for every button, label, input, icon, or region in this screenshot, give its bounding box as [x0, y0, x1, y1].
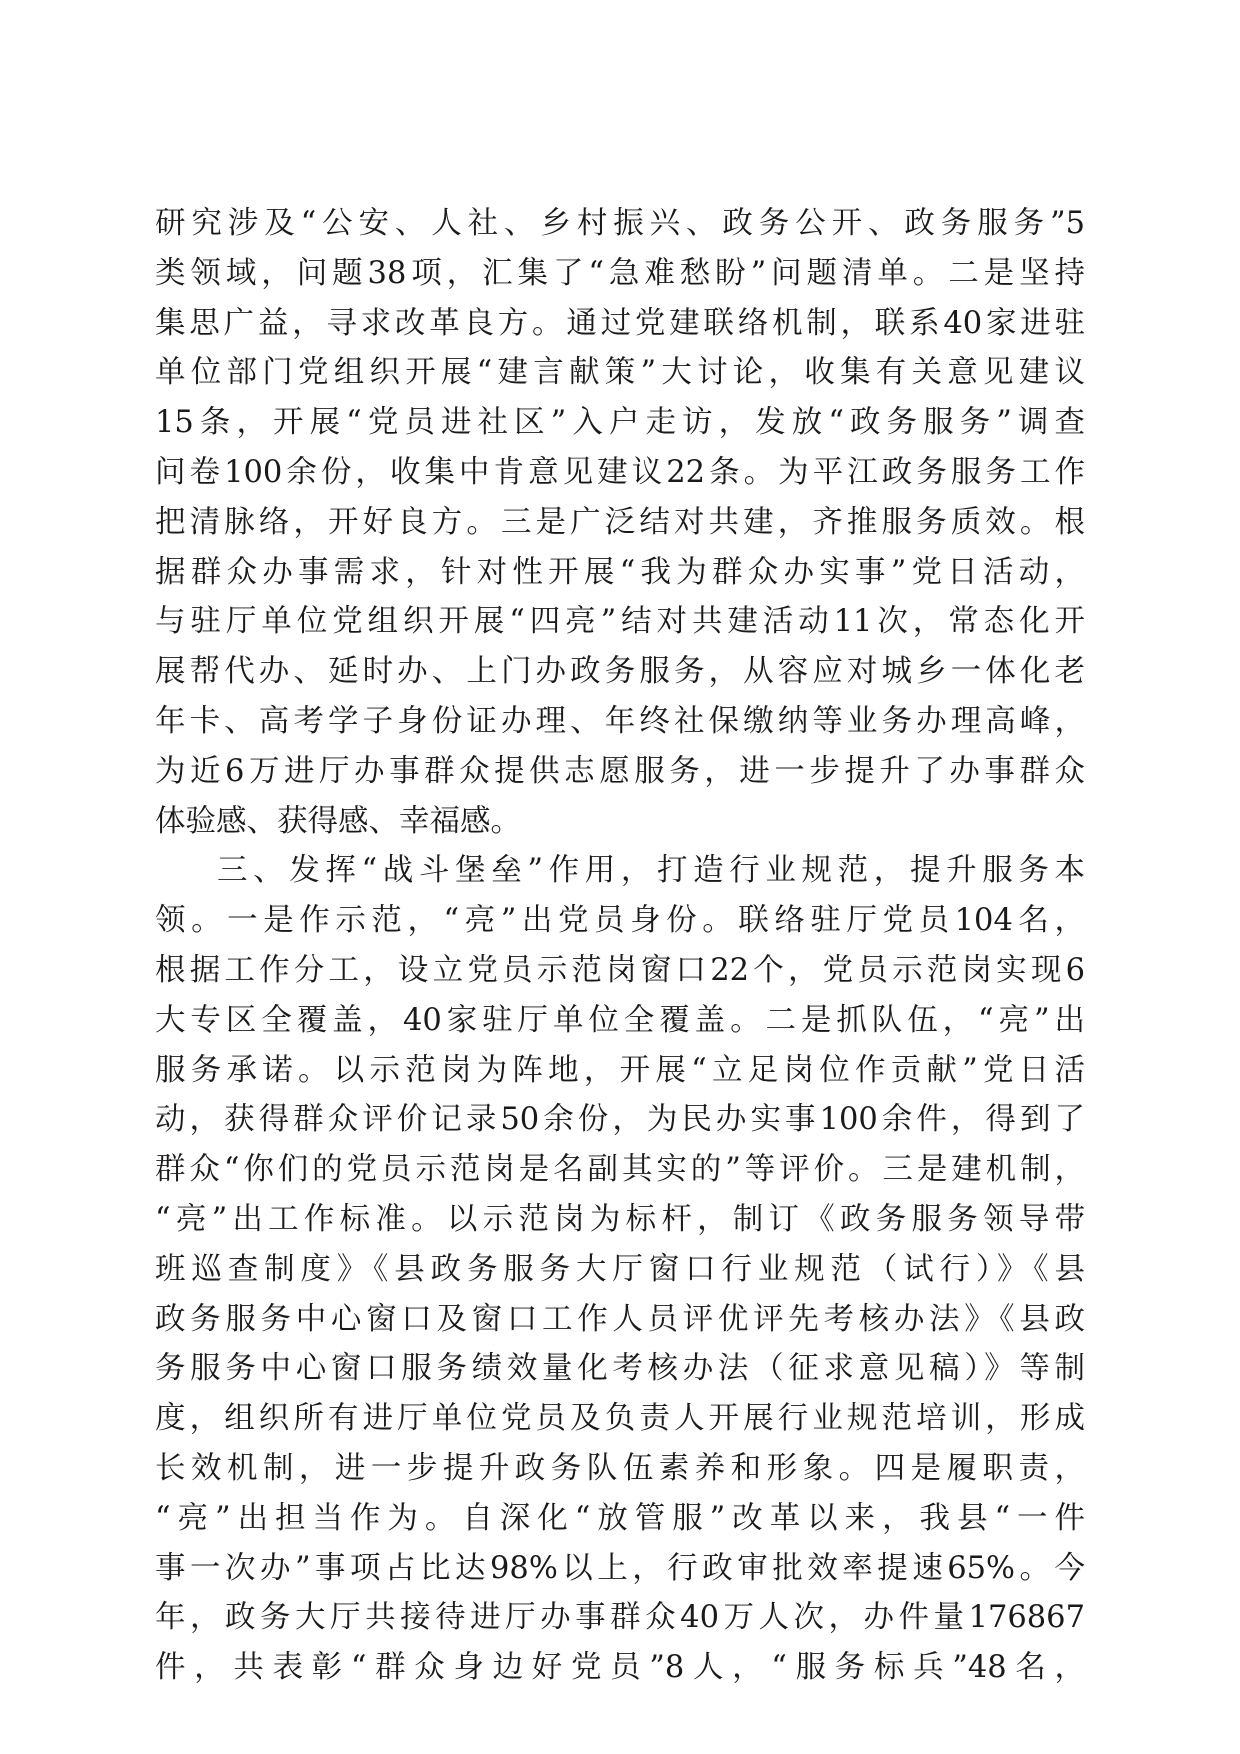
text-line: 据群众办事需求，针对性开展“我为群众办实事”党日活动，: [155, 554, 1085, 590]
text-line: 长效机制，进一步提升政务队伍素养和形象。四是履职责，: [155, 1450, 1085, 1486]
text-line: 问卷100余份，收集中肯意见建议22条。为平江政务服务工作: [155, 454, 1085, 490]
text-line: 年卡、高考学子身份证办理、年终社保缴纳等业务办理高峰，: [155, 703, 1085, 739]
body-text: [155, 199, 1085, 1693]
text-line: 群众“你们的党员示范岗是名副其实的”等评价。三是建机制，: [155, 1152, 1085, 1188]
text-line: 年，政务大厅共接待进厅办事群众40万人次，办件量176867: [155, 1600, 1085, 1636]
text-line: 15条，开展“党员进社区”入户走访，发放“政务服务”调查: [155, 405, 1085, 441]
text-line: 类领域，问题38项，汇集了“急难愁盼”问题清单。二是坚持: [155, 255, 1085, 291]
text-line: 动，获得群众评价记录50余份，为民办实事100余件，得到了: [155, 1102, 1085, 1138]
text-line: 度，组织所有进厅单位党员及负责人开展行业规范培训，形成: [155, 1401, 1085, 1437]
text-line: “亮”出工作标准。以示范岗为标杆，制订《政务服务领导带: [155, 1201, 1085, 1237]
text-line: 政务服务中心窗口及窗口工作人员评优评先考核办法》《县政: [155, 1301, 1085, 1337]
text-line: 根据工作分工，设立党员示范岗窗口22个，党员示范岗实现6: [155, 952, 1085, 988]
text-line: 展帮代办、延时办、上门办政务服务，从容应对城乡一体化老: [155, 654, 1085, 690]
text-line: 把清脉络，开好良方。三是广泛结对共建，齐推服务质效。根: [155, 504, 1085, 540]
text-line: 班巡查制度》《县政务服务大厅窗口行业规范（试行）》《县: [155, 1251, 1085, 1287]
text-line: 集思广益，寻求改革良方。通过党建联络机制，联系40家进驻: [155, 305, 1085, 341]
text-line: “亮”出担当作为。自深化“放管服”改革以来，我县“一件: [155, 1500, 1085, 1536]
text-line: 大专区全覆盖，40家驻厅单位全覆盖。二是抓队伍，“亮”出: [155, 1002, 1085, 1038]
text-line: 与驻厅单位党组织开展“四亮”结对共建活动11次，常态化开: [155, 604, 1085, 640]
paragraph-start-line: 三、发挥“战斗堡垒”作用，打造行业规范，提升服务本: [217, 853, 1085, 889]
text-line: 事一次办”事项占比达98%以上，行政审批效率提速65%。今: [155, 1550, 1085, 1586]
text-line: 务服务中心窗口服务绩效量化考核办法（征求意见稿）》等制: [155, 1351, 1085, 1387]
text-line: 服务承诺。以示范岗为阵地，开展“立足岗位作贡献”党日活: [155, 1052, 1085, 1088]
text-line: 领。一是作示范，“亮”出党员身份。联络驻厅党员104名，: [155, 903, 1085, 939]
text-line: 为近6万进厅办事群众提供志愿服务，进一步提升了办事群众: [155, 753, 1085, 789]
text-line: 研究涉及“公安、人社、乡村振兴、政务公开、政务服务”5: [155, 206, 1085, 241]
text-line: 体验感、获得感、幸福感。: [155, 803, 521, 839]
text-line: 件，共表彰“群众身边好党员”8人，“服务标兵”48名，: [155, 1650, 1085, 1686]
text-line: 单位部门党组织开展“建言献策”大讨论，收集有关意见建议: [155, 355, 1085, 391]
